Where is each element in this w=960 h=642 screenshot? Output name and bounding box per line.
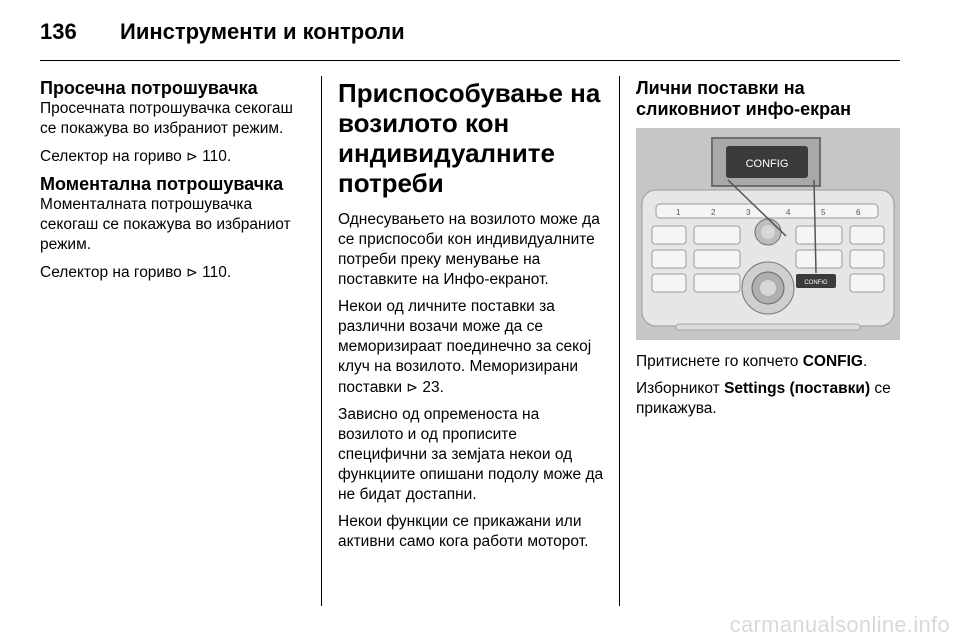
- reference-text: Селектор на гориво: [40, 148, 182, 165]
- paragraph: Изборникот Settings (поставки) се прикажува.: [636, 380, 891, 417]
- paragraph: Зависно од опременоста на возилото и од прописите специфични за земјата некои од функциите опишани подолу може да не бидат достапни.: [338, 406, 604, 503]
- section-heading-average-consumption: Просечна потрошувачка: [40, 78, 258, 98]
- paragraph: Однесувањето на возилото може да се приспособи кон индивидуалните потреби преку менување на поставките на Инфо-екранот.: [338, 211, 600, 288]
- page-title: Иинструменти и контроли: [120, 19, 405, 44]
- column-3: [636, 78, 902, 426]
- section-heading-personalization: Приспособување на возилото кон индивидуалните потреби: [338, 78, 601, 198]
- cross-reference: [40, 146, 312, 167]
- watermark: carmanualsonline.info: [729, 612, 950, 637]
- settings-menu-name: Settings (поставки): [724, 380, 871, 397]
- section-heading-instant-consumption: Моментална потрошувачка: [40, 174, 284, 194]
- header-divider: [40, 60, 900, 61]
- config-button-name: CONFIG: [802, 353, 863, 370]
- column-1: [40, 78, 312, 290]
- reference-text: Селектор на гориво: [40, 264, 182, 281]
- column-divider-1: [321, 76, 322, 606]
- config-button-label: CONFIG: [745, 158, 789, 170]
- page-header: [40, 18, 900, 58]
- paragraph: Некои од личните поставки за различни возачи може да се меморизираат поединечно за секој клуч на возилото. Меморизирани поставки ⊳ 23.: [338, 298, 592, 396]
- preset-digit: 4: [786, 208, 791, 217]
- preset-buttons: [656, 204, 878, 218]
- reference-link[interactable]: 110.: [202, 148, 232, 165]
- reference-link[interactable]: 110.: [202, 264, 232, 281]
- preset-digit: 5: [821, 208, 826, 217]
- arrow-right-icon: ⊳: [406, 379, 419, 395]
- cross-reference: [40, 262, 312, 283]
- column-divider-2: [619, 76, 620, 606]
- paragraph: Притиснете го копчето CONFIG.: [636, 353, 868, 370]
- preset-digit: 1: [676, 208, 681, 217]
- reference-link[interactable]: 23.: [422, 379, 444, 396]
- section-heading-info-display-settings: Лични поставки на сликовниот инфо-екран: [636, 78, 851, 119]
- preset-digit: 2: [711, 208, 716, 217]
- small-config-label: CONFIG: [804, 280, 828, 286]
- preset-digit: 6: [856, 208, 861, 217]
- column-2: [338, 78, 608, 559]
- page-number: 136: [40, 19, 77, 44]
- preset-digit: 3: [746, 208, 751, 217]
- paragraph: Просечната потрошувачка секогаш се покажува во избраниот режим.: [40, 100, 293, 137]
- arrow-right-icon: ⊳: [186, 148, 198, 164]
- paragraph: Некои функции се прикажани или активни само кога работи моторот.: [338, 513, 589, 550]
- arrow-right-icon: ⊳: [186, 264, 198, 280]
- control-panel-photo: [636, 128, 900, 340]
- paragraph: Моменталната потрошувачка секогаш се покажува во избраниот режим.: [40, 196, 291, 253]
